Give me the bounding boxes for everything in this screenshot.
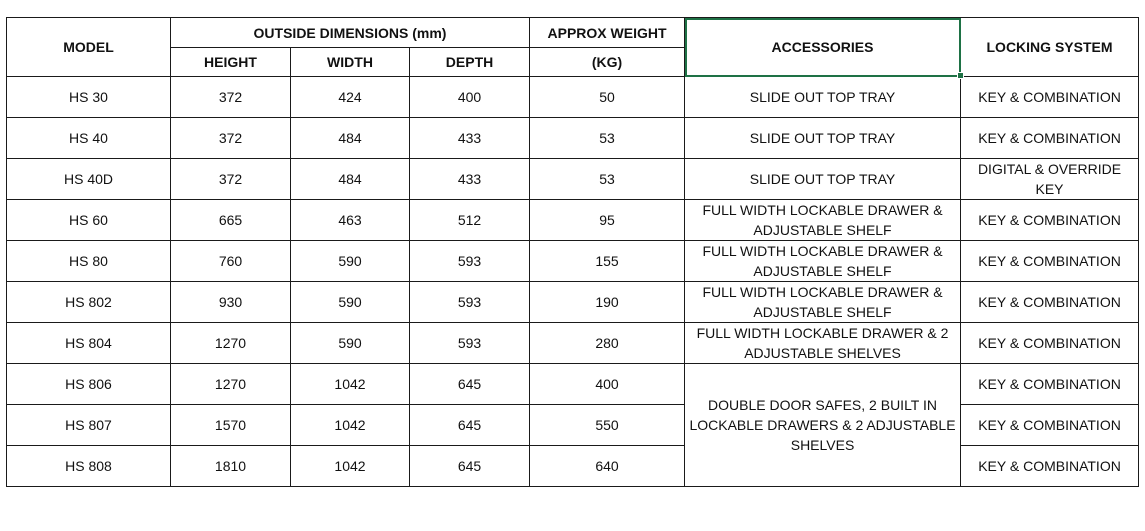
cell-accessories-merged[interactable] — [685, 364, 961, 487]
cell-model[interactable]: HS 80 — [7, 241, 171, 282]
cell-height[interactable]: 665 — [171, 200, 291, 241]
cell-weight[interactable]: 550 — [530, 405, 685, 446]
cell-width[interactable]: 484 — [291, 118, 410, 159]
cell-weight[interactable]: 155 — [530, 241, 685, 282]
header-outside-dimensions[interactable]: OUTSIDE DIMENSIONS (mm) — [171, 18, 530, 48]
cell-height[interactable]: 1810 — [171, 446, 291, 487]
cell-weight[interactable]: 53 — [530, 118, 685, 159]
table-row — [7, 405, 1139, 446]
cell-height[interactable]: 1270 — [171, 364, 291, 405]
cell-accessories[interactable] — [685, 282, 961, 323]
cell-width[interactable]: 463 — [291, 200, 410, 241]
cell-model[interactable]: HS 808 — [7, 446, 171, 487]
accessories-line: FULL WIDTH LOCKABLE DRAWER & — [702, 243, 943, 259]
header-depth[interactable]: DEPTH — [410, 48, 530, 77]
cell-accessories[interactable] — [685, 77, 961, 118]
cell-width[interactable]: 590 — [291, 282, 410, 323]
cell-depth[interactable]: 400 — [410, 77, 530, 118]
accessories-line: ADJUSTABLE SHELF — [753, 304, 892, 320]
cell-depth[interactable]: 512 — [410, 200, 530, 241]
cell-width[interactable]: 484 — [291, 159, 410, 200]
cell-model[interactable]: HS 30 — [7, 77, 171, 118]
cell-height[interactable]: 372 — [171, 77, 291, 118]
selection-fill-handle[interactable] — [957, 72, 964, 79]
header-weight-unit[interactable]: (KG) — [530, 48, 685, 77]
table-row — [7, 77, 1139, 118]
accessories-line: FULL WIDTH LOCKABLE DRAWER & — [702, 202, 943, 218]
cell-weight[interactable]: 53 — [530, 159, 685, 200]
cell-depth[interactable]: 645 — [410, 364, 530, 405]
cell-locking[interactable]: KEY & COMBINATION — [961, 241, 1139, 282]
accessories-line: SLIDE OUT TOP TRAY — [749, 89, 896, 105]
header-model[interactable]: MODEL — [7, 18, 171, 77]
cell-model[interactable]: HS 802 — [7, 282, 171, 323]
accessories-line: FULL WIDTH LOCKABLE DRAWER & — [702, 284, 943, 300]
cell-depth[interactable]: 593 — [410, 282, 530, 323]
table-row — [7, 200, 1139, 241]
cell-width[interactable]: 1042 — [291, 364, 410, 405]
cell-width[interactable]: 1042 — [291, 446, 410, 487]
header-height[interactable]: HEIGHT — [171, 48, 291, 77]
accessories-line: ADJUSTABLE SHELF — [753, 263, 892, 279]
cell-accessories[interactable] — [685, 241, 961, 282]
cell-model[interactable]: HS 804 — [7, 323, 171, 364]
cell-depth[interactable]: 645 — [410, 405, 530, 446]
cell-model[interactable]: HS 40D — [7, 159, 171, 200]
accessories-line: ADJUSTABLE SHELF — [753, 222, 892, 238]
accessories-line: SHELVES — [790, 437, 855, 453]
cell-locking[interactable]: KEY & COMBINATION — [961, 446, 1139, 487]
accessories-line: DOUBLE DOOR SAFES, 2 BUILT IN — [708, 397, 937, 413]
accessories-line: FULL WIDTH LOCKABLE DRAWER & 2 — [696, 325, 949, 341]
cell-weight[interactable]: 400 — [530, 364, 685, 405]
accessories-line: ADJUSTABLE SHELVES — [744, 345, 901, 361]
cell-height[interactable]: 1270 — [171, 323, 291, 364]
cell-model[interactable]: HS 40 — [7, 118, 171, 159]
cell-depth[interactable]: 433 — [410, 118, 530, 159]
cell-locking[interactable]: KEY & COMBINATION — [961, 405, 1139, 446]
cell-weight[interactable]: 280 — [530, 323, 685, 364]
cell-locking[interactable]: KEY & COMBINATION — [961, 364, 1139, 405]
cell-height[interactable]: 930 — [171, 282, 291, 323]
cell-weight[interactable]: 190 — [530, 282, 685, 323]
cell-locking[interactable]: KEY & COMBINATION — [961, 77, 1139, 118]
cell-weight[interactable]: 640 — [530, 446, 685, 487]
cell-accessories[interactable] — [685, 118, 961, 159]
accessories-line: LOCKABLE DRAWERS & 2 ADJUSTABLE — [689, 417, 956, 433]
table-row — [7, 364, 1139, 405]
cell-locking[interactable]: KEY & COMBINATION — [961, 118, 1139, 159]
cell-depth[interactable]: 593 — [410, 323, 530, 364]
table-row — [7, 446, 1139, 487]
cell-height[interactable]: 372 — [171, 118, 291, 159]
cell-accessories[interactable] — [685, 323, 961, 364]
cell-width[interactable]: 424 — [291, 77, 410, 118]
cell-locking[interactable]: DIGITAL & OVERRIDE KEY — [961, 159, 1139, 200]
cell-model[interactable]: HS 806 — [7, 364, 171, 405]
cell-model[interactable]: HS 60 — [7, 200, 171, 241]
header-locking-system[interactable]: LOCKING SYSTEM — [961, 18, 1139, 77]
cell-locking[interactable]: KEY & COMBINATION — [961, 200, 1139, 241]
table-row — [7, 241, 1139, 282]
table-row — [7, 282, 1139, 323]
cell-width[interactable]: 590 — [291, 323, 410, 364]
table-row — [7, 159, 1139, 200]
cell-locking[interactable]: KEY & COMBINATION — [961, 323, 1139, 364]
cell-model[interactable]: HS 807 — [7, 405, 171, 446]
cell-depth[interactable]: 645 — [410, 446, 530, 487]
cell-accessories[interactable] — [685, 200, 961, 241]
safe-specifications-table — [6, 17, 1139, 487]
cell-height[interactable]: 1570 — [171, 405, 291, 446]
cell-accessories[interactable] — [685, 159, 961, 200]
cell-height[interactable]: 372 — [171, 159, 291, 200]
cell-height[interactable]: 760 — [171, 241, 291, 282]
header-width[interactable]: WIDTH — [291, 48, 410, 77]
cell-weight[interactable]: 50 — [530, 77, 685, 118]
cell-depth[interactable]: 433 — [410, 159, 530, 200]
accessories-line: SLIDE OUT TOP TRAY — [749, 171, 896, 187]
cell-width[interactable]: 590 — [291, 241, 410, 282]
header-approx-weight[interactable]: APPROX WEIGHT — [530, 18, 685, 48]
cell-locking[interactable]: KEY & COMBINATION — [961, 282, 1139, 323]
cell-weight[interactable]: 95 — [530, 200, 685, 241]
accessories-line: SLIDE OUT TOP TRAY — [749, 130, 896, 146]
header-accessories[interactable]: ACCESSORIES — [685, 18, 961, 77]
table-row — [7, 118, 1139, 159]
table-row — [7, 323, 1139, 364]
cell-depth[interactable]: 593 — [410, 241, 530, 282]
cell-width[interactable]: 1042 — [291, 405, 410, 446]
